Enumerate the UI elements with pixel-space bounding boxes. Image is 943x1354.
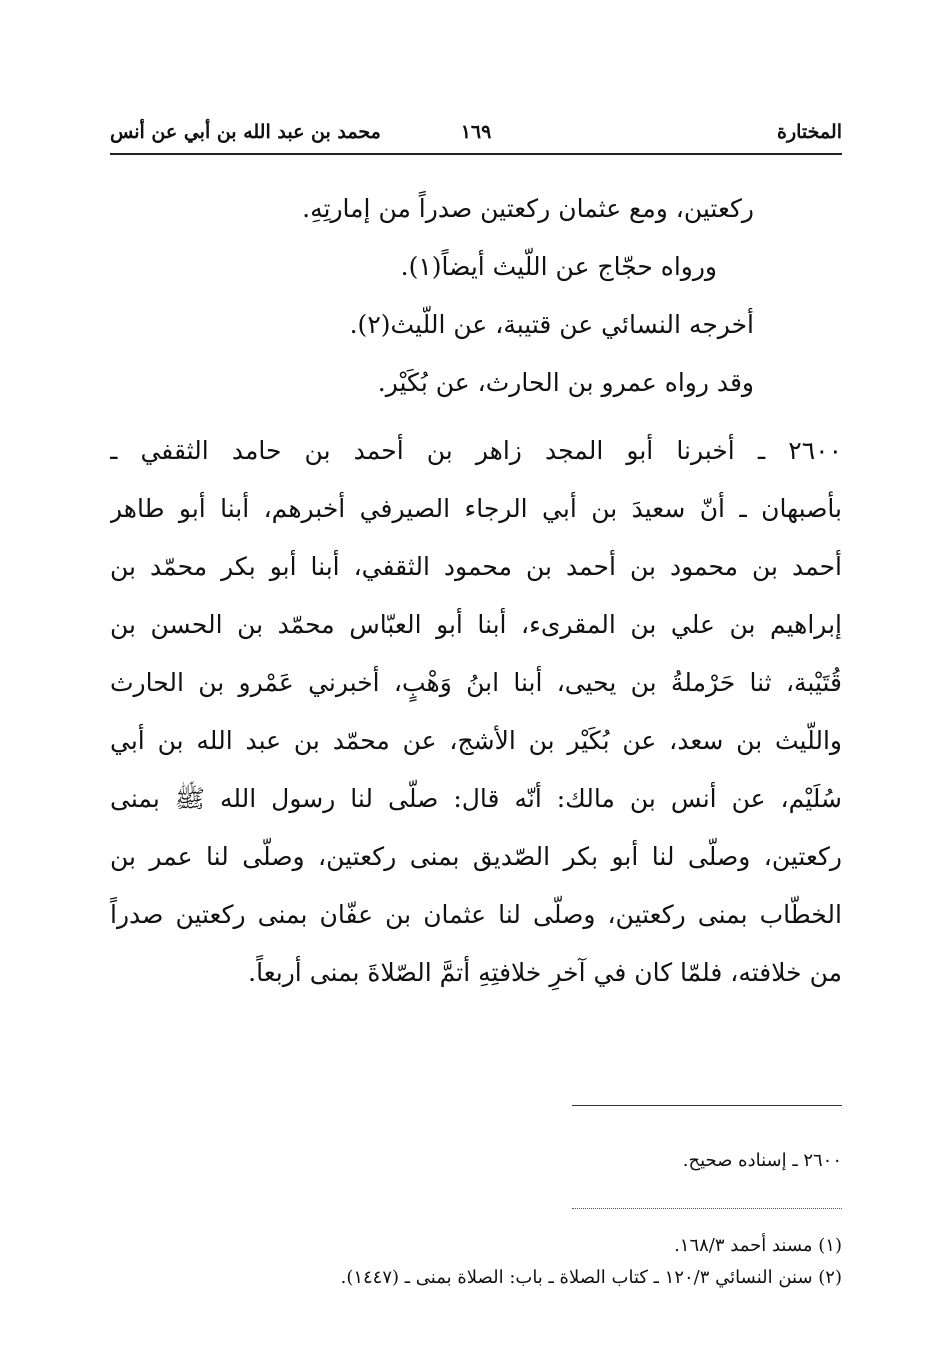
text-line: أخرجه النسائي عن قتيبة، عن اللّيث(٢).: [349, 310, 754, 339]
text-line: واللّيث بن سعد، عن بُكَيْر بن الأشج، عن محمّد بن عبد الله بن أبي: [110, 726, 842, 755]
text-line: سُلَيْم، عن أنس بن مالك: أنّه قال: صلّى لنا رسول الله ﷺ بمنى: [110, 784, 842, 813]
book-title: المختارة: [777, 121, 842, 143]
text-line: أحمد بن محمود بن أحمد بن محمود الثقفي، أبنا أبو بكر محمّد بن: [110, 552, 842, 581]
footnote-rule: [572, 1105, 842, 1106]
footnote-grading: ٢٦٠٠ ـ إسناده صحيح.: [682, 1150, 842, 1171]
text-line: إبراهيم بن علي بن المقرىء، أبنا أبو العبّاس محمّد بن الحسن بن: [110, 610, 842, 639]
page-number: ١٦٩: [460, 121, 492, 143]
text-line: قُتَيْبة، ثنا حَرْملةُ بن يحيى، أبنا ابنُ وَهْبٍ، أخبرني عَمْرو بن الحارث: [110, 668, 842, 697]
hadith-number-line: ٢٦٠٠ ـ أخبرنا أبو المجد زاهر بن أحمد بن حامد الثقفي ـ: [110, 436, 842, 465]
footnote-dotted-rule: [572, 1208, 842, 1209]
running-header: [110, 116, 842, 148]
text-line: الخطّاب بمنى ركعتين، وصلّى لنا عثمان بن عفّان بمنى ركعتين صدراً: [110, 900, 842, 929]
footnote-2: (٢) سنن النسائي ١٢٠/٣ ـ كتاب الصلاة ـ باب: الصلاة بمنى ـ (١٤٤٧).: [340, 1267, 842, 1288]
header-rule: [110, 153, 842, 155]
text-line: بأصبهان ـ أنّ سعيدَ بن أبي الرجاء الصيرفي أخبرهم، أبنا أبو طاهر: [110, 494, 842, 523]
main-text: [110, 180, 842, 1002]
text-line: وقد رواه عمرو بن الحارث، عن بُكَيْر.: [377, 368, 754, 397]
chapter-title: محمد بن عبد الله بن أبي عن أنس: [110, 121, 381, 143]
text-line: ورواه حجّاج عن اللّيث أيضاً(١).: [400, 252, 717, 281]
text-line: من خلافته، فلمّا كان في آخرِ خلافتِهِ أتمَّ الصّلاةَ بمنى أربعاً.: [248, 958, 842, 987]
text-line: ركعتين، ومع عثمان ركعتين صدراً من إمارتِهِ.: [302, 194, 754, 223]
footnote-1: (١) مسند أحمد ١٦٨/٣.: [674, 1235, 842, 1256]
text-line: ركعتين، وصلّى لنا أبو بكر الصّديق بمنى ركعتين، وصلّى لنا عمر بن: [110, 842, 842, 871]
